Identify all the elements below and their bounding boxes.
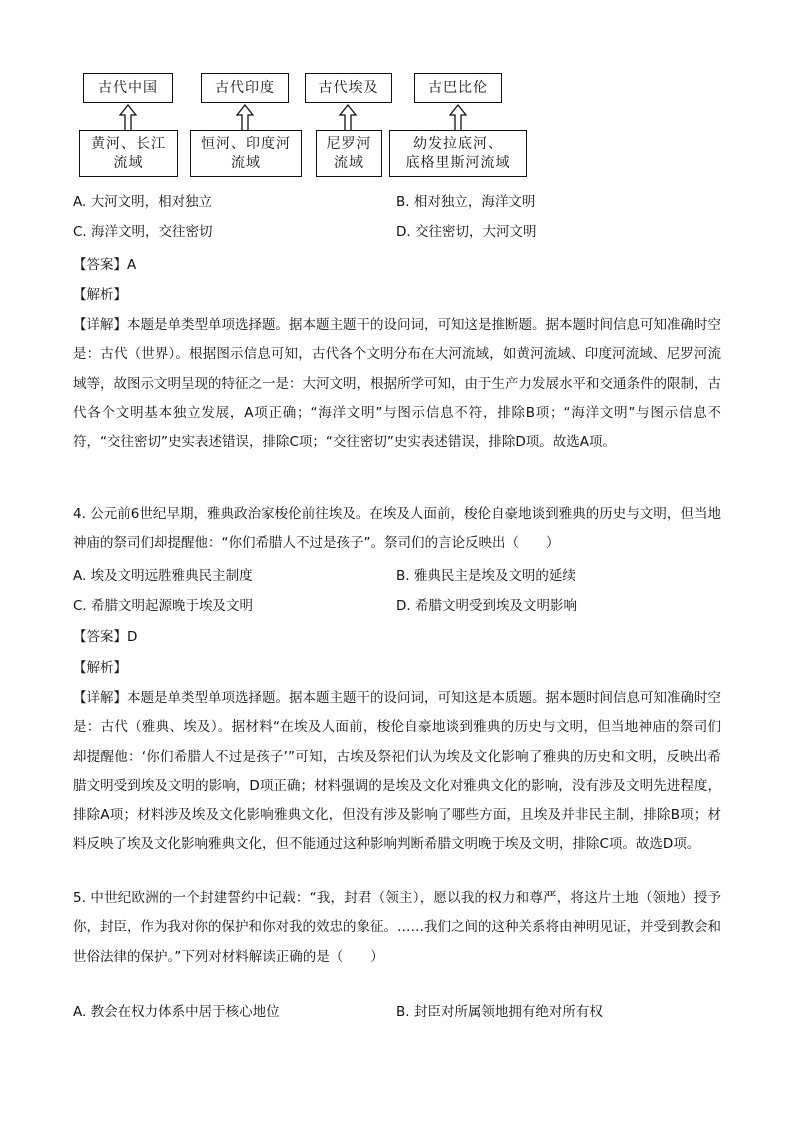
q4-option-c: C. 希腊文明起源晚于埃及文明 xyxy=(73,598,254,614)
q4-detail: 【详解】本题是单类型单项选择题。据本题主题干的设问词，可知这是本质题。据本题时间信息可知准确时空是：古代（雅典、埃及）。据材料“在埃及人面前，梭伦自豪地谈到雅典的历史与文明，但当地神庙的祭司们却提醒他：‘你们希腊人不过是孩子’”可知，古埃及祭祀们认为埃及文化影响了雅典的历史和文明，反映出希腊文明受到埃及文明的影响，D项正确；材料强调的是埃及文化对雅典文化的影响，没有涉及文明先进程度，排除A项；材料涉及埃及文化影响雅典文化，但没有涉及影响了哪些方面，且埃及并非民主制，排除B项；材料反映了埃及文化影响雅典文化，但不能通过这种影响判断希腊文明晚于埃及文明，排除C项。故选D项。 xyxy=(73,690,721,853)
q3-analysis-label: 【解析】 xyxy=(73,287,127,303)
q4-option-a: A. 埃及文明远胜雅典民主制度 xyxy=(73,568,253,584)
q4-stem: 4. 公元前6世纪早期，雅典政治家梭伦前往埃及。在埃及人面前，梭伦自豪地谈到雅典的历史与文明，但当地神庙的祭司们却提醒他：“你们希腊人不过是孩子”。祭司们的言论反映出（ ） xyxy=(73,506,721,552)
q4-analysis-label: 【解析】 xyxy=(73,660,127,676)
box-ganges-indus: 恒河、印度河 流域 xyxy=(190,130,302,177)
box-ancient-babylon: 古巴比伦 xyxy=(414,73,502,103)
q4-answer: 【答案】D xyxy=(73,629,138,645)
q5-option-b: B. 封臣对所属领地拥有绝对所有权 xyxy=(396,1004,603,1020)
box-ancient-india: 古代印度 xyxy=(201,73,289,103)
q4-option-b: B. 雅典民主是埃及文明的延续 xyxy=(396,568,576,584)
q3-option-d: D. 交往密切，大河文明 xyxy=(396,224,537,240)
civilization-diagram xyxy=(0,0,794,185)
q3-option-c: C. 海洋文明，交往密切 xyxy=(73,224,213,240)
q5-stem: 5. 中世纪欧洲的一个封建誓约中记载：“我，封君（领主），愿以我的权力和尊严，将这片土地（领地）授予你，封臣，作为我对你的保护和你对我的效忠的象征。……我们之间的这种关系将由神明见证，并受到教会和世俗法律的保护。”下列对材料解读正确的是（ ） xyxy=(73,890,721,965)
box-ancient-egypt: 古代埃及 xyxy=(305,73,392,103)
q3-answer: 【答案】A xyxy=(73,257,137,273)
q3-option-a: A. 大河文明，相对独立 xyxy=(73,194,213,210)
q5-option-a: A. 教会在权力体系中居于核心地位 xyxy=(73,1004,280,1020)
box-nile: 尼罗河 流域 xyxy=(316,130,382,177)
q4-option-d: D. 希腊文明受到埃及文明影响 xyxy=(396,598,577,614)
box-ancient-china: 古代中国 xyxy=(83,73,173,103)
q3-detail: 【详解】本题是单类型单项选择题。据本题主题干的设问词，可知这是推断题。据本题时间信息可知准确时空是：古代（世界）。根据图示信息可知，古代各个文明分布在大河流域，如黄河流域、印度河流域、尼罗河流域等，故图示文明呈现的特征之一是：大河文明，根据所学可知，由于生产力发展水平和交通条件的限制，古代各个文明基本独立发展，A项正确；“海洋文明”与图示信息不符，排除B项；“海洋文明”与图示信息不符，“交往密切”史实表述错误，排除C项；“交往密切”史实表述错误，排除D项。故选A项。 xyxy=(73,317,721,451)
box-yellow-yangtze: 黄河、长江 流域 xyxy=(79,130,178,177)
q3-option-b: B. 相对独立，海洋文明 xyxy=(396,194,536,210)
box-euphrates-tigris: 幼发拉底河、 底格里斯河流域 xyxy=(389,130,527,177)
